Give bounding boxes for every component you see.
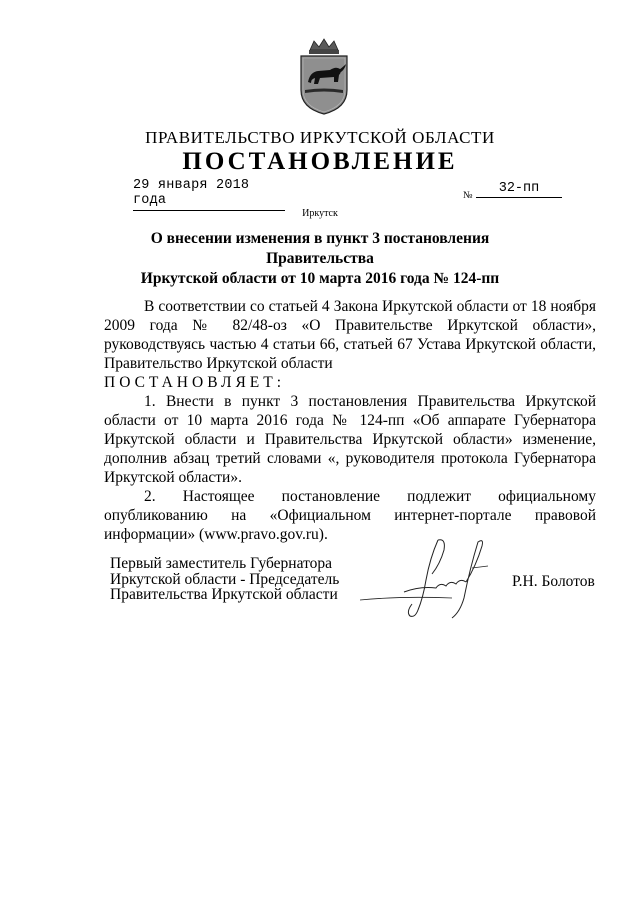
signer-position-line-2: Иркутской области - Председатель [110, 570, 340, 588]
item-1-paragraph: 1. Внести в пункт 3 постановления Правительства Иркутской области от 10 марта 2016 года № 124-пп «Об аппарате Губернатора Иркутской области и Правительства Иркутской области» изменение, дополнив абзац третий словами «, руководителя протокола Губернатора Иркутской области». [104, 393, 596, 486]
document-type-title: ПОСТАНОВЛЕНИЕ [182, 148, 458, 175]
irkutsk-coat-of-arms-icon [296, 38, 352, 116]
document-subject [100, 229, 540, 289]
preamble-paragraph: В соответствии со статьей 4 Закона Иркутской области от 18 ноября 2009 года № 82/48-оз «О Правительстве Иркутской области», руководствуясь частью 4 статьи 66, статьей 67 Устава Иркутской области, Правительство Иркутской области [104, 298, 596, 372]
city-name: Иркутск [302, 208, 338, 219]
handwritten-signature-icon [360, 528, 510, 628]
government-name: ПРАВИТЕЛЬСТВО ИРКУТСКОЙ ОБЛАСТИ [145, 128, 495, 147]
document-date: 29 января 2018 года [133, 178, 285, 211]
subject-line-2: Иркутской области от 10 марта 2016 года № 124-пп [140, 270, 500, 287]
number-sign: № [463, 190, 473, 201]
decides-heading: ПОСТАНОВЛЯЕТ: [104, 374, 286, 391]
item-2-paragraph: 2. Настоящее постановление подлежит официальному опубликованию на «Официальном интернет-портале правовой информации» (www.pravo.gov.ru). [104, 488, 596, 543]
signer-position-line-1: Первый заместитель Губернатора [110, 555, 333, 572]
signer-name: Р.Н. Болотов [512, 573, 595, 590]
signer-position [110, 556, 339, 603]
subject-line-1: О внесении изменения в пункт 3 постановления Правительства [150, 230, 490, 267]
signer-position-line-3: Правительства Иркутской области [110, 586, 338, 603]
document-number: 32-пп [476, 181, 562, 198]
document-body [104, 297, 596, 544]
